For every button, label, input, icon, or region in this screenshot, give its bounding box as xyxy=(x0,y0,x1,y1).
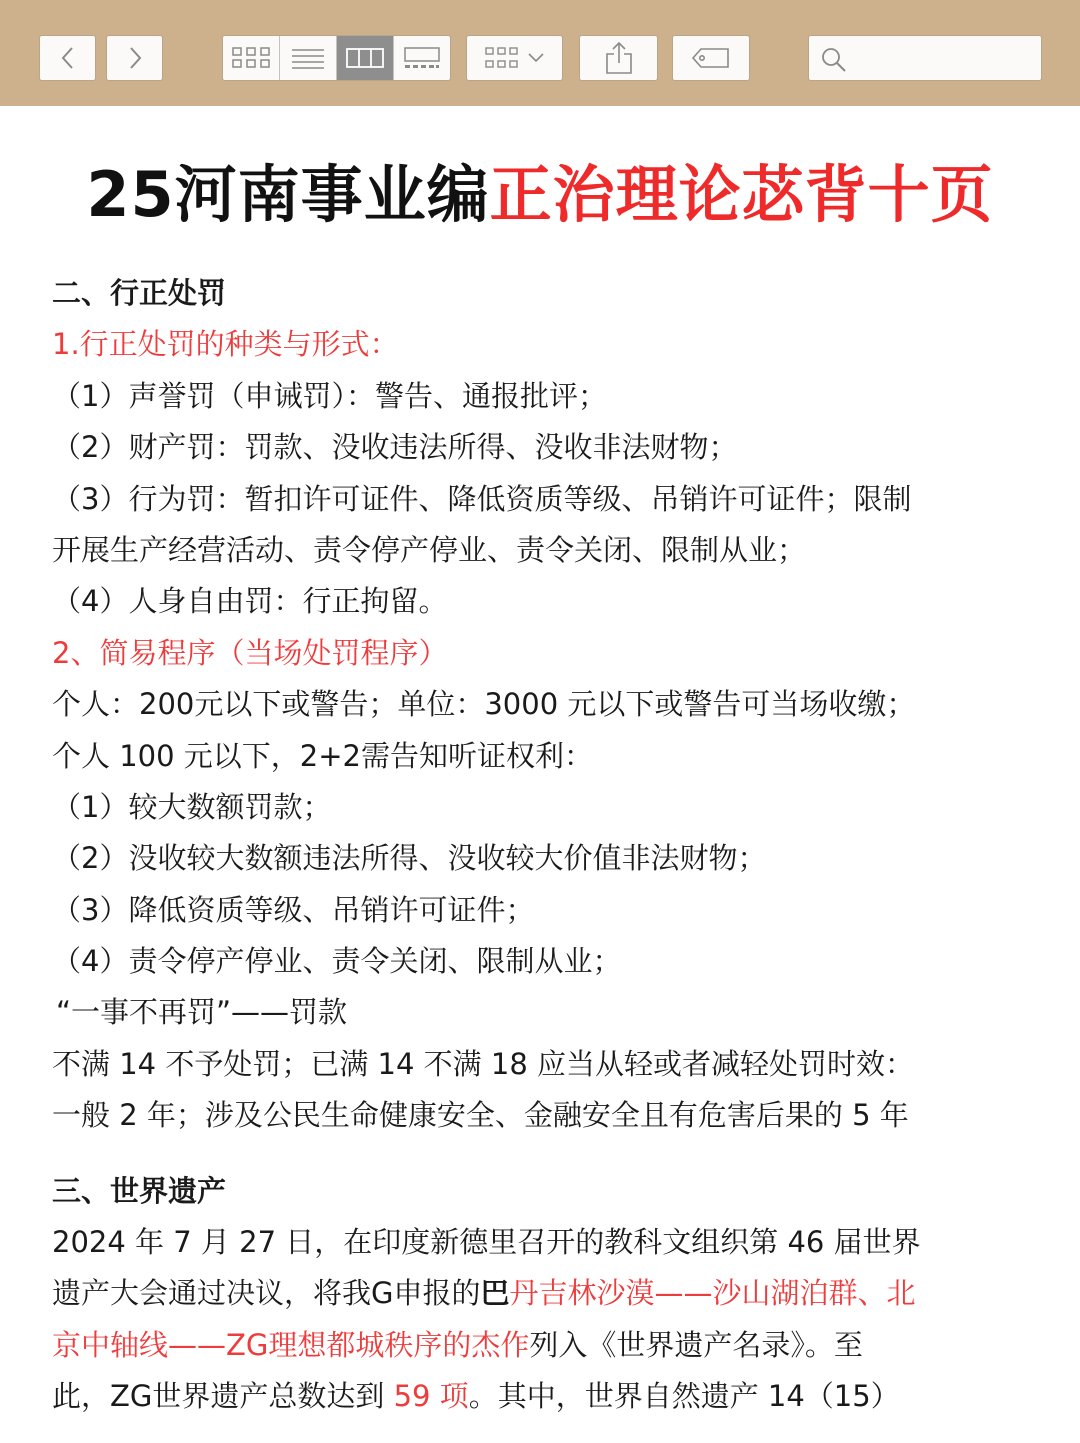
finder-toolbar xyxy=(0,0,1080,106)
text-line: （1）声誉罚（申诫罚）：警告、通报批评； xyxy=(52,378,607,413)
list-view-button[interactable] xyxy=(280,36,337,80)
document-body xyxy=(52,268,1042,1423)
text-line: 个人 100 元以下，2+2需告知听证权利： xyxy=(52,738,593,773)
text-line: （2）没收较大数额违法所得、没收较大价值非法财物； xyxy=(52,841,767,876)
highlight-text: 京中轴线——ZG理想都城秩序的杰作 xyxy=(52,1327,530,1362)
grid-view-button[interactable] xyxy=(223,36,280,80)
page-title xyxy=(0,150,1080,240)
share-button[interactable] xyxy=(579,35,658,81)
chevron-right-icon xyxy=(126,45,144,71)
text-span-bold: 巴 xyxy=(480,1276,510,1311)
text-line xyxy=(52,1268,1042,1319)
group-by-button[interactable] xyxy=(466,35,563,81)
text-span: 。其中，世界自然遗产 14（15） xyxy=(468,1379,900,1414)
share-icon xyxy=(604,41,634,75)
section-heading-administrative-penalty: 二、行正处罚 xyxy=(52,276,227,310)
search-field[interactable] xyxy=(808,35,1042,81)
forward-button[interactable] xyxy=(106,35,163,81)
text-line: （3）行为罚：暂扣许可证件、降低资质等级、吊销许可证件；限制 xyxy=(52,481,912,516)
title-red: 正治理论苾背十页 xyxy=(489,158,994,231)
subheading-penalty-types: 1.行正处罚的种类与形式： xyxy=(52,327,399,362)
text-span: 列入《世界遗产名录》。至 xyxy=(529,1327,863,1362)
chevron-down-icon xyxy=(526,51,546,65)
text-line: “一事不再罚”——罚款 xyxy=(56,995,348,1030)
text-line xyxy=(52,1320,1042,1371)
list-view-icon xyxy=(290,47,326,69)
text-line: （2）财产罚：罚款、没收违法所得、没收非法财物； xyxy=(52,430,738,465)
text-line: 开展生产经营活动、责令停产停业、责令关闭、限制从业； xyxy=(52,532,807,567)
section-gap xyxy=(52,1142,1042,1166)
gallery-view-icon xyxy=(402,46,442,70)
view-switcher xyxy=(222,35,451,81)
gallery-view-button[interactable] xyxy=(394,36,450,80)
column-view-button[interactable] xyxy=(337,36,394,80)
highlight-text: 丹吉林沙漠——沙山湖泊群、北 xyxy=(509,1276,916,1311)
search-icon xyxy=(821,47,847,73)
title-black: 25河南事业编 xyxy=(86,158,490,231)
search-input[interactable] xyxy=(853,42,1037,76)
column-view-icon xyxy=(345,47,385,69)
text-line: （4）责令停产停业、责令关闭、限制从业； xyxy=(52,944,622,979)
chevron-left-icon xyxy=(59,45,77,71)
text-span: 此，ZG世界遗产总数达到 xyxy=(52,1379,394,1414)
subheading-simple-procedure: 2、简易程序（当场处罚程序） xyxy=(52,635,448,670)
text-line xyxy=(52,1371,1042,1422)
text-line: 不满 14 不予处罚；已满 14 不满 18 应当从轻或者减轻处罚时效： xyxy=(52,1046,915,1081)
text-line: 2024 年 7 月 27 日，在印度新德里召开的教科文组织第 46 届世界 xyxy=(52,1225,921,1260)
group-by-icon xyxy=(484,46,520,70)
text-line: 一般 2 年；涉及公民生命健康安全、金融安全且有危害后果的 5 年 xyxy=(52,1098,909,1133)
grid-view-icon xyxy=(231,46,271,70)
text-span: 遗产大会通过决议，将我G申报的 xyxy=(52,1276,481,1311)
back-button[interactable] xyxy=(39,35,96,81)
text-line: 个人：200元以下或警告；单位：3000 元以下或警告可当场收缴； xyxy=(52,687,916,722)
text-line: （1）较大数额罚款； xyxy=(52,789,332,824)
tag-icon xyxy=(691,47,731,69)
highlight-text: 59 项 xyxy=(393,1379,469,1414)
text-line: （4）人身自由罚：行正拘留。 xyxy=(52,584,448,619)
text-line: （3）降低资质等级、吊销许可证件； xyxy=(52,892,535,927)
section-heading-world-heritage: 三、世界遗产 xyxy=(52,1173,227,1208)
tag-button[interactable] xyxy=(672,35,750,81)
